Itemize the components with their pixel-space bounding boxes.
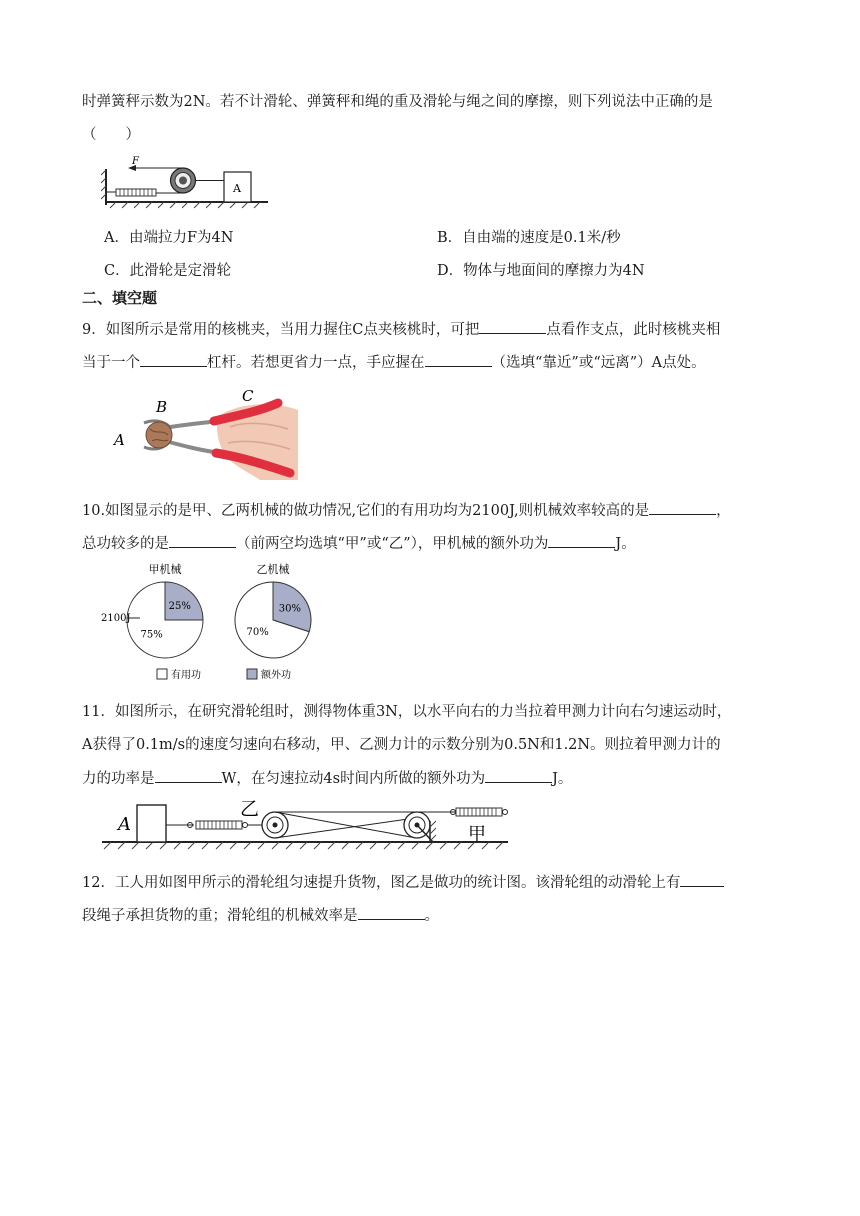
q12-line2 [82, 903, 439, 925]
q9-line2 [82, 350, 706, 372]
q11-text: J。 [552, 771, 573, 787]
q10-line1 [82, 498, 731, 520]
q9-text: 9．如图所示是常用的核桃夹，当用力握住C点夹核桃时，可把 [82, 322, 480, 338]
q9-text: 杠杆。若想更省力一点，手应握在 [207, 355, 425, 371]
q9-label-b: B [156, 398, 168, 416]
q10-blank-1[interactable] [649, 498, 716, 515]
legend-swatch-useful [157, 669, 167, 679]
pie-value-label: 75% [140, 629, 163, 641]
pie-title-yi: 乙机械 [256, 563, 290, 576]
q8-block-label: A [233, 182, 241, 195]
q8-option-b[interactable]: B．自由端的速度是0.1米/秒 [437, 230, 621, 246]
pie-chart-yi [235, 582, 311, 658]
q12-text: 段绳子承担货物的重；滑轮组的机械效率是 [82, 908, 358, 924]
q11-line1: 11．如图所示，在研究滑轮组时，测得物体重3N，以水平向右的力当拉着甲测力计向右匀速运动时， [82, 704, 732, 720]
q11-line2: A获得了0.1m/s的速度匀速向右移动，甲、乙测力计的示数分别为0.5N和1.2N。则拉着甲测力计的 [82, 737, 721, 753]
q11-blank-2[interactable] [485, 766, 552, 783]
pie-value-label: 30% [278, 603, 302, 615]
q11-line3 [82, 766, 572, 788]
q10-text: 10.如图显示的是甲、乙两机械的做功情况,它们的有用功均为2100J,则机械效率较高的是 [82, 503, 650, 519]
pie-value-label: 70% [246, 627, 269, 639]
q10-text: ， [716, 503, 731, 519]
q11-block-a [137, 805, 166, 842]
q9-text: （选填“靠近”或“远离”）A点处。 [491, 355, 706, 371]
q9-blank-2[interactable] [140, 350, 207, 367]
q12-text: 12．工人用如图甲所示的滑轮组匀速提升货物，图乙是做功的统计图。该滑轮组的动滑轮上有 [82, 875, 681, 891]
q10-line2 [82, 531, 636, 553]
q10-text: （前两空均选填“甲”或“乙”），甲机械的额外功为 [236, 536, 549, 552]
q11-text: 力的功率是 [82, 771, 155, 787]
pie-annotation-2100j: 2100J [101, 613, 131, 624]
q8-stem-line1: 时弹簧秤示数为2N。若不计滑轮、弹簧秤和绳的重及滑轮与绳之间的摩擦，则下列说法中正确的是 [82, 94, 713, 110]
q11-label-jia: 甲 [468, 824, 486, 845]
q10-blank-2[interactable] [169, 531, 236, 548]
q11-text: W，在匀速拉动4s时间内所做的额外功为 [221, 771, 486, 787]
q11-label-a: A [118, 814, 131, 835]
q8-force-label: F [132, 156, 139, 167]
pie-title-jia: 甲机械 [148, 563, 182, 576]
pie-value-label: 25% [168, 601, 191, 613]
q9-blank-3[interactable] [425, 350, 492, 367]
q9-label-a: A [114, 431, 125, 449]
q11-label-yi: 乙 [240, 798, 260, 820]
pie-chart-jia [127, 582, 203, 658]
q10-text: J。 [615, 536, 636, 552]
q9-nutcracker-photo [110, 385, 298, 482]
legend-label-useful: 有用功 [171, 670, 201, 681]
q8-pulley-figure [100, 155, 272, 213]
q10-text: 总功较多的是 [82, 536, 169, 552]
legend-swatch-extra [247, 669, 257, 679]
q9-label-c: C [242, 387, 254, 405]
q10-blank-3[interactable] [548, 531, 615, 548]
q9-text: 点看作支点，此时核桃夹相 [546, 322, 721, 338]
q12-text: 。 [424, 908, 439, 924]
q12-blank-2[interactable] [358, 903, 425, 920]
q10-pie-charts [95, 560, 335, 685]
legend-label-extra: 额外功 [261, 670, 291, 681]
q8-option-c[interactable]: C．此滑轮是定滑轮 [104, 263, 232, 279]
q12-line1 [82, 870, 724, 892]
section-title: 二、填空题 [82, 289, 158, 307]
q9-line1 [82, 317, 720, 339]
q9-blank-1[interactable] [479, 317, 546, 334]
q11-blank-1[interactable] [155, 766, 222, 783]
q11-pulley-system-figure [100, 795, 520, 857]
q8-option-a[interactable]: A．由端拉力F为4N [104, 230, 234, 246]
q8-answer-paren: （ ） [82, 127, 140, 143]
q8-option-d[interactable]: D．物体与地面间的摩擦力为4N [437, 263, 645, 279]
q12-blank-1[interactable] [680, 870, 724, 887]
q9-text: 当于一个 [82, 355, 140, 371]
